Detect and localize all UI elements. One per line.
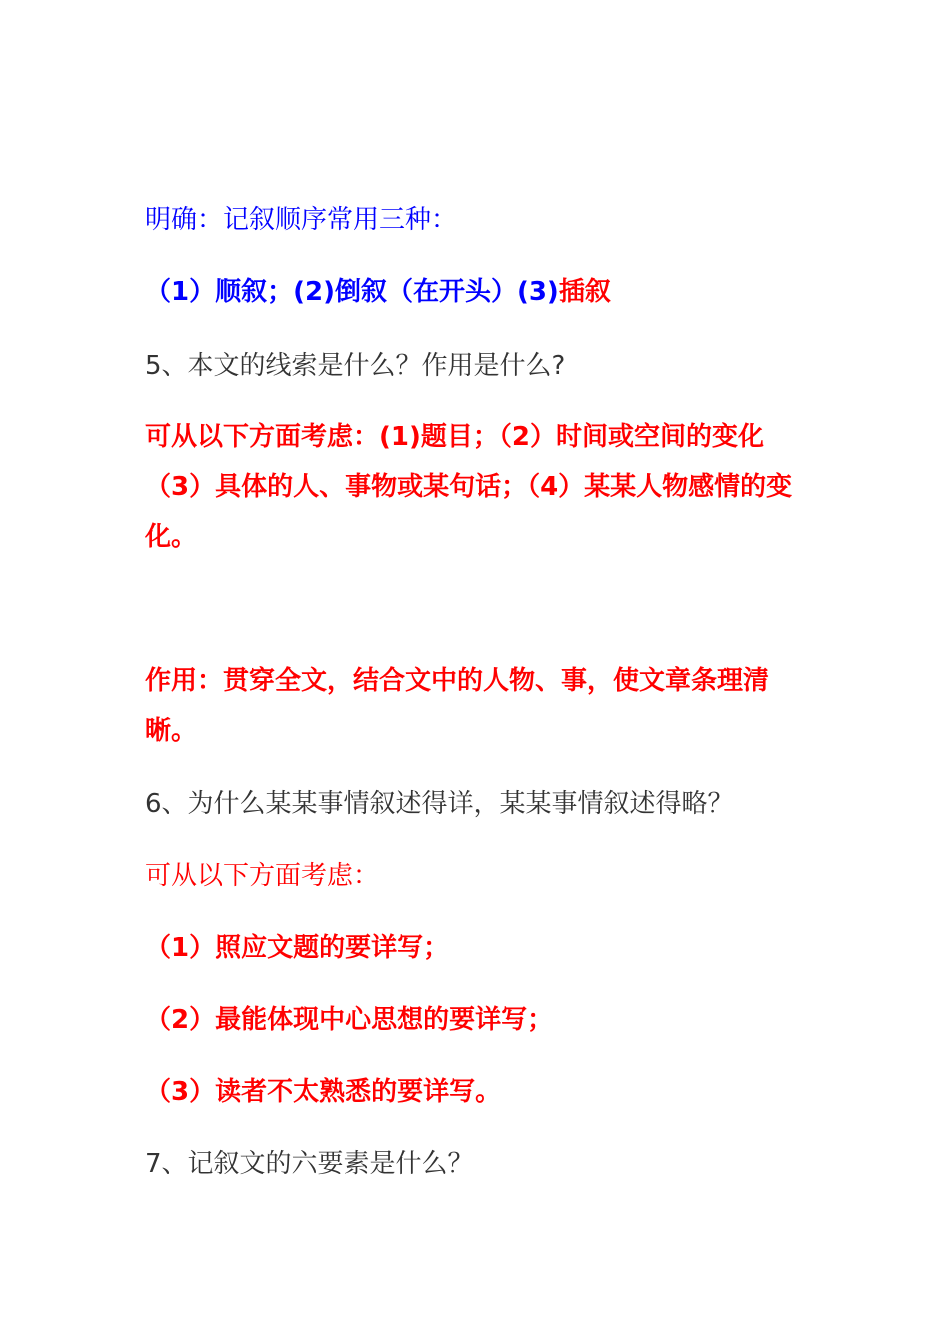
clarify-heading: 明确：记叙顺序常用三种： (145, 205, 458, 235)
answer-6-intro: 可从以下方面考虑： (145, 861, 380, 891)
answer-6-item-2: （2）最能体现中心思想的要详写； (145, 1005, 554, 1035)
order-types-line (145, 276, 611, 308)
question-6: 6、为什么某某事情叙述得详，某某事情叙述得略？ (145, 789, 734, 819)
answer-6-item-3: （3）读者不太熟悉的要详写。 (145, 1077, 502, 1107)
answer-6-item-1: （1）照应文题的要详写； (145, 933, 450, 963)
question-7: 7、记叙文的六要素是什么？ (145, 1149, 474, 1179)
answer-5-function: 作用：贯穿全文，结合文中的人物、事，使文章条理清晰。 (145, 666, 770, 746)
question-5: 5、本文的线索是什么？作用是什么? (145, 351, 566, 381)
order-types-blue: （1）顺叙；(2)倒叙（在开头）(3) (145, 277, 559, 307)
order-types-red: 插叙 (558, 277, 611, 307)
answer-5-consider: 可从以下方面考虑：(1)题目；（2）时间或空间的变化（3）具体的人、事物或某句话；（4）某某人物感情的变化。 (145, 422, 793, 552)
